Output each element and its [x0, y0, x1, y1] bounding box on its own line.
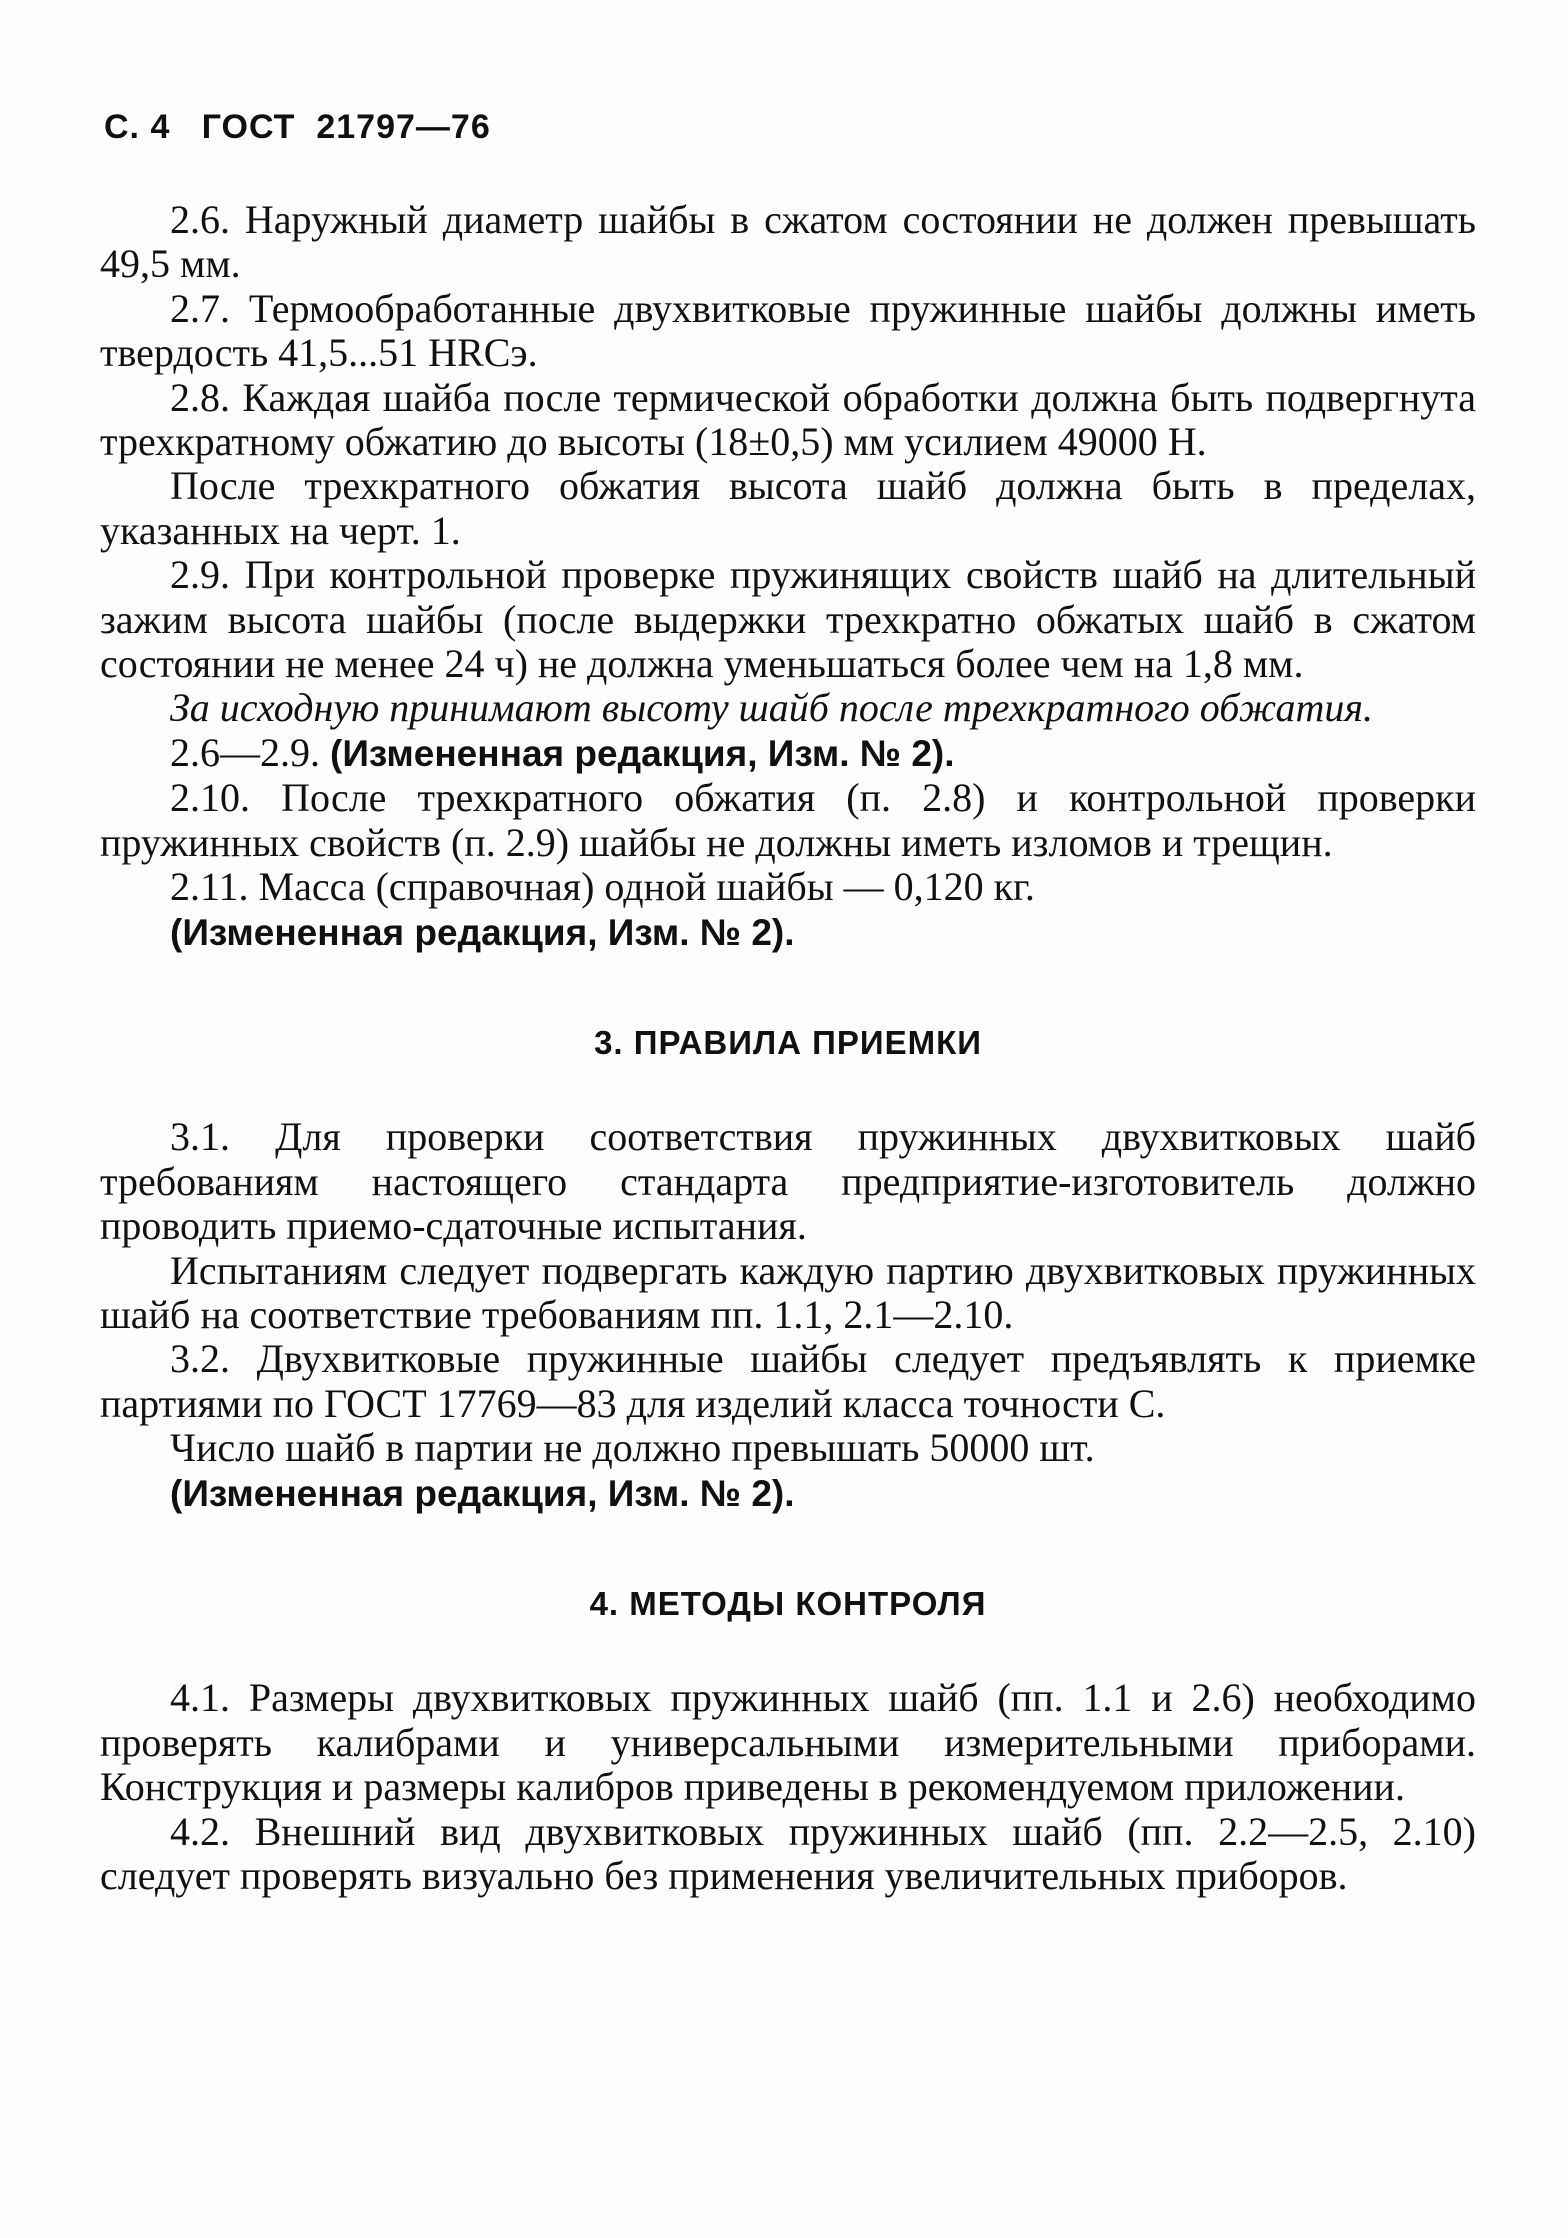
amendment-note: (Измененная редакция, Изм. № 2). — [330, 732, 955, 774]
page-number: С. 4 — [104, 108, 171, 146]
section-heading-control-methods: 4. МЕТОДЫ КОНТРОЛЯ — [589, 1584, 987, 1622]
standard-label: ГОСТ — [201, 108, 296, 146]
section-heading-acceptance: 3. ПРАВИЛА ПРИЕМКИ — [594, 1023, 982, 1061]
clause-4-2: 4.2. Внешний вид двухвитковых пружинных шайб (пп. 2.2—2.5, 2.10) следует проверять визуально без применения увеличительных приборов. — [100, 1808, 1476, 1898]
amendment-note: (Измененная редакция, Изм. № 2). — [170, 1472, 795, 1514]
amendment-3 — [100, 1471, 1476, 1516]
clause-2-11: 2.11. Масса (справочная) одной шайбы — 0,120 кг. — [170, 864, 1035, 910]
running-header — [104, 108, 491, 147]
amendment-2-6-2-9 — [100, 731, 1476, 776]
document-body — [100, 198, 1476, 1898]
clause-3-2-note: Число шайб в партии не должно превышать 50000 шт. — [170, 1425, 1095, 1471]
clause-2-10: 2.10. После трехкратного обжатия (п. 2.8) и контрольной проверки пружинных свойств (п. 2.9) шайбы не должны иметь изломов и трещин. — [100, 775, 1476, 865]
clause-2-8-note: После трехкратного обжатия высота шайб должна быть в пределах, указанных на черт. 1. — [100, 463, 1476, 553]
amendment-note: (Измененная редакция, Изм. № 2). — [170, 911, 795, 953]
clause-3-1: 3.1. Для проверки соответствия пружинных двухвитковых шайб требованиям настоящего стандарта предприятие-изготовитель должно проводить приемо-сдаточные испытания. — [100, 1114, 1476, 1249]
clause-2-9: 2.9. При контрольной проверке пружинящих свойств шайб на длительный зажим высота шайбы (после выдержки трехкратно обжатых шайб в сжатом состоянии не менее 24 ч) не должна уменьшаться более чем на 1,8 мм. — [100, 552, 1476, 687]
clause-range: 2.6—2.9. — [170, 729, 320, 775]
clause-3-1-note: Испытаниям следует подвергать каждую партию двухвитковых пружинных шайб на соответствие требованиям пп. 1.1, 2.1—2.10. — [100, 1247, 1476, 1337]
clause-3-2: 3.2. Двухвитковые пружинные шайбы следует предъявлять к приемке партиями по ГОСТ 17769—83 для изделий класса точности С. — [100, 1336, 1476, 1426]
standard-number: 21797—76 — [316, 108, 491, 146]
clause-2-7: 2.7. Термообработанные двухвитковые пружинные шайбы должны иметь твердость 41,5...51 HRCэ. — [100, 285, 1476, 376]
clause-2-6: 2.6. Наружный диаметр шайбы в сжатом состоянии не должен превышать 49,5 мм. — [100, 197, 1476, 287]
clause-2-8: 2.8. Каждая шайба после термической обработки должна быть подвергнута трехкратному обжатию до высоты (18±0,5) мм усилием 49000 Н. — [100, 374, 1476, 465]
amendment-2-11 — [100, 910, 1476, 955]
clause-2-9-note: За исходную принимают высоту шайб после трехкратного обжатия. — [170, 685, 1374, 731]
clause-4-1: 4.1. Размеры двухвитковых пружинных шайб (пп. 1.1 и 2.6) необходимо проверять калибрами и универсальными измерительными приборами. Конструкция и размеры калибров приведены в рекомендуемом приложении. — [100, 1675, 1476, 1810]
